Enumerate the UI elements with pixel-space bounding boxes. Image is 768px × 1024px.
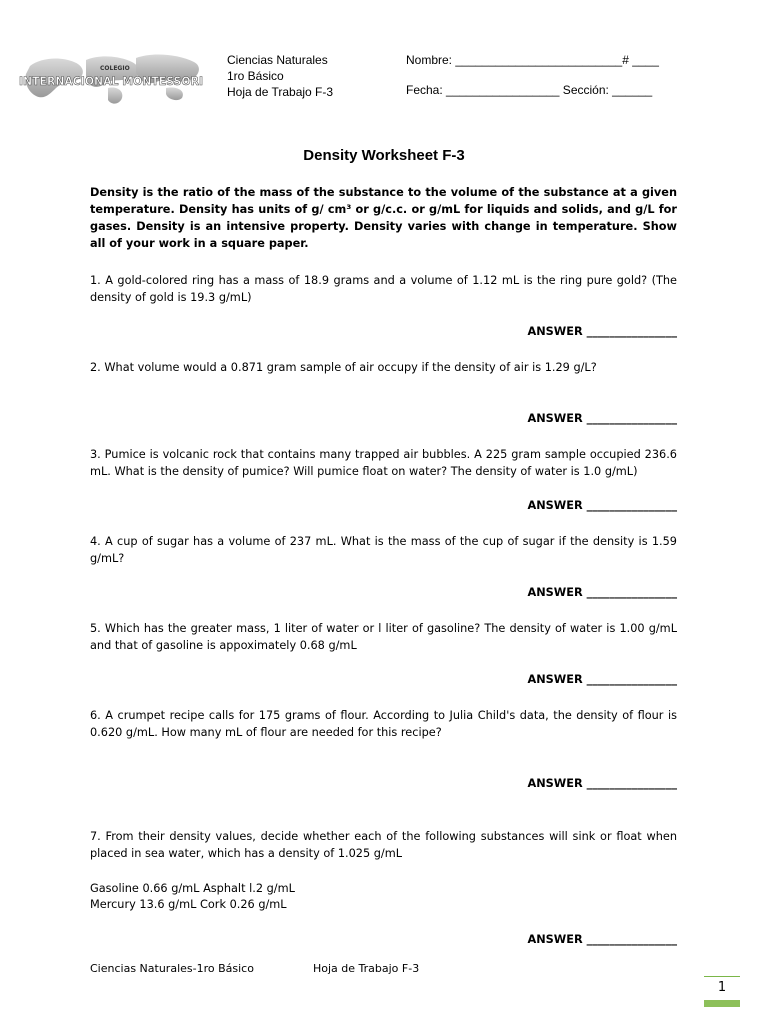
- question-text: 4. A cup of sugar has a volume of 237 mL. What is the mass of the cup of sugar if the density is 1.59 g/mL?: [90, 535, 677, 565]
- question-text: 6. A crumpet recipe calls for 175 grams of flour. According to Julia Child's data, the density of flour is 0.620 g/mL. How many mL of flour are needed for this recipe?: [90, 709, 677, 739]
- question-text: 5. Which has the greater mass, 1 liter of water or l liter of gasoline? The density of water is 1.00 g/mL and that of gasoline is appoximately 0.68 g/mL: [90, 622, 677, 652]
- course-line: Ciencias Naturales: [227, 53, 328, 67]
- school-logo: [16, 52, 206, 108]
- question-text: 2. What volume would a 0.871 gram sample of air occupy if the density of air is 1.29 g/L?: [90, 361, 597, 374]
- logo-caption-main: INTERNACIONAL MONTESSORI: [19, 74, 203, 88]
- answer-field[interactable]: ANSWER ________________: [527, 673, 677, 686]
- page-number-box: [704, 976, 740, 1007]
- logo-caption-top: COLEGIO: [100, 65, 130, 72]
- question-text: 3. Pumice is volcanic rock that contains many trapped air bubbles. A 225 gram sample occupied 236.6 mL. What is the density of pumice? Will pumice float on water? The density of water is 1.0 g/mL): [90, 448, 677, 478]
- answer-field[interactable]: ANSWER ________________: [527, 499, 677, 512]
- answer-field[interactable]: ANSWER ________________: [527, 777, 677, 790]
- course-line: Hoja de Trabajo F-3: [227, 85, 334, 99]
- answer-field[interactable]: ANSWER ________________: [527, 412, 677, 425]
- footer-worksheet: Hoja de Trabajo F-3: [313, 962, 420, 975]
- footer-course: Ciencias Naturales-1ro Básico: [90, 962, 254, 975]
- page-number: 1: [717, 980, 727, 995]
- question-text: 1. A gold-colored ring has a mass of 18.9 grams and a volume of 1.12 mL is the ring pure gold? (The density of gold is 19.3 g/mL): [90, 274, 677, 304]
- answer-field[interactable]: ANSWER ________________: [527, 933, 677, 946]
- course-info: [227, 52, 333, 100]
- page-accent-bar: [704, 1000, 740, 1007]
- substance-line: Gasoline 0.66 g/mL Asphalt l.2 g/mL: [90, 882, 295, 895]
- name-field[interactable]: Nombre: _________________________# ____: [406, 53, 659, 67]
- worksheet-title: Density Worksheet F-3: [303, 147, 465, 164]
- student-fields: [406, 52, 659, 98]
- substance-line: Mercury 13.6 g/mL Cork 0.26 g/mL: [90, 898, 287, 911]
- answer-field[interactable]: ANSWER ________________: [527, 325, 677, 338]
- answer-field[interactable]: ANSWER ________________: [527, 586, 677, 599]
- course-line: 1ro Básico: [227, 69, 284, 83]
- intro-paragraph: Density is the ratio of the mass of the substance to the volume of the substance at a given temperature. Density has units of g/ cm³ or g/c.c. or g/mL for liquids and solids, and g/L for gases. Density is an intensive property. Density varies with change in temperature. Show all of your work in a square paper.: [90, 186, 677, 250]
- substance-list: [90, 881, 295, 913]
- question-text: 7. From their density values, decide whether each of the following substances will sink or float when placed in sea water, which has a density of 1.025 g/mL: [90, 830, 677, 860]
- date-section-field[interactable]: Fecha: _________________ Sección: ______: [406, 83, 653, 97]
